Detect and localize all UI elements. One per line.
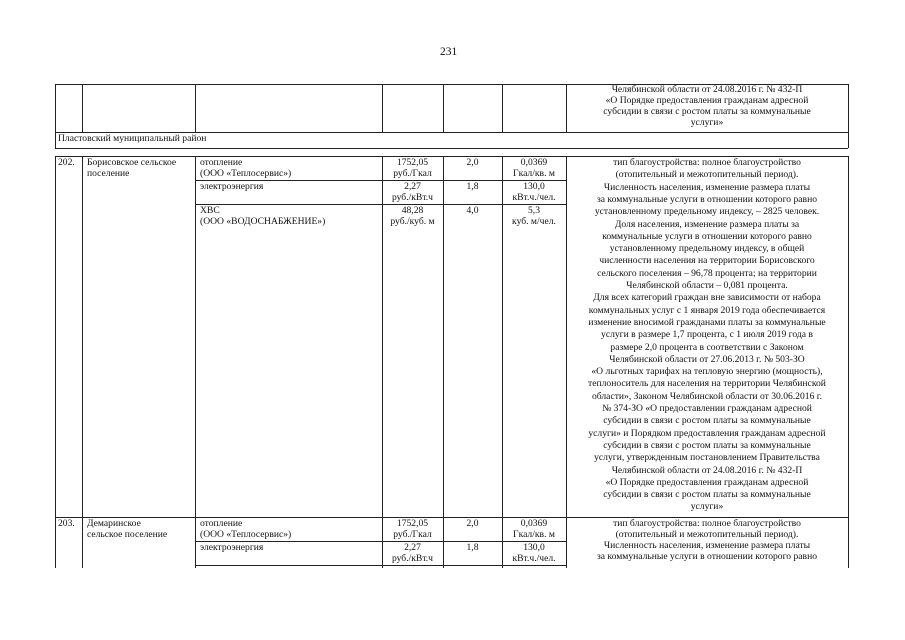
note-line: Доля населения, изменение размера платы за xyxy=(614,218,800,230)
note-line: коммунальных услуг с 1 января 2019 года обеспечивается xyxy=(588,304,826,316)
note-line: Челябинской области – 0,081 процента. xyxy=(626,280,788,291)
service-name: ХВС xyxy=(200,204,220,216)
service-name: отопление xyxy=(200,157,243,168)
consumption-norm: 130,0 xyxy=(523,541,545,553)
note-line: тип благоустройства: полное благоустройство xyxy=(613,157,801,168)
column-divider xyxy=(195,156,196,517)
consumption-norm: Гкал/кв. м xyxy=(513,167,555,179)
note-line: за коммунальные услуги в отношении которого равно xyxy=(596,550,818,562)
column-divider xyxy=(55,84,56,132)
tariff-value: 2,27 xyxy=(404,180,421,192)
district-name: Пластовский муниципальный район xyxy=(58,133,207,144)
note-line: Для всех категорий граждан вне зависимости от набора xyxy=(593,292,821,304)
tariff-value: руб./куб. м xyxy=(390,215,435,227)
column-divider xyxy=(82,84,83,132)
tariff-value: руб./кВт.ч xyxy=(391,552,434,564)
column-divider xyxy=(566,517,567,568)
tariff-value: 2,27 xyxy=(404,541,421,553)
index-percent: 1,8 xyxy=(466,180,479,192)
note-line: «О Порядке предоставления гражданам адресной xyxy=(605,476,809,488)
consumption-norm: 0,0369 xyxy=(520,157,548,168)
column-divider xyxy=(848,156,849,517)
note-line: «О льготных тарифах на тепловую энергию (мощность), xyxy=(591,366,823,378)
tariff-value: 1752,05 xyxy=(396,157,429,168)
settlement-name: поселение xyxy=(87,167,130,179)
note-line: изменение вносимой гражданами платы за коммунальные xyxy=(588,316,826,328)
tariff-value: руб./Гкал xyxy=(393,528,432,540)
service-name: (ООО «Теплосервис») xyxy=(200,167,292,179)
consumption-norm: 130,0 xyxy=(523,180,545,192)
index-percent: 2,0 xyxy=(466,518,479,529)
column-divider xyxy=(82,517,83,568)
note-line: сельского поселения – 96,78 процента; на территории xyxy=(597,267,817,279)
note-line: установленному предельному индексу, в общей xyxy=(609,243,805,255)
settlement-name: Демаринское xyxy=(87,518,141,529)
column-divider xyxy=(195,84,196,132)
column-divider xyxy=(566,156,567,517)
note-line: услуги, утвержденным постановлением Правительства xyxy=(594,452,820,464)
note-line: области», Законом Челябинской области от 30.06.2016 г. xyxy=(591,390,823,402)
column-divider xyxy=(848,84,849,132)
note-line: за коммунальные услуги в отношении которого равно xyxy=(596,193,818,205)
note-line: субсидии в связи с ростом платы за коммунальные xyxy=(603,489,811,501)
index-percent: 2,0 xyxy=(466,157,479,168)
service-name: отопление xyxy=(200,518,243,529)
service-name: электроэнергия xyxy=(200,180,264,192)
column-divider xyxy=(848,517,849,568)
note-line: Численность населения, изменение размера платы xyxy=(603,539,811,551)
note-line: коммунальные услуги в отношении которого равно xyxy=(602,230,812,242)
settlement-name: Борисовское сельское xyxy=(87,157,177,168)
column-divider xyxy=(55,517,56,568)
column-divider xyxy=(502,84,503,132)
note-line: (отопительный и межотопительный период). xyxy=(615,528,799,540)
note-line: услуги» xyxy=(690,116,724,128)
column-divider xyxy=(848,132,849,148)
note-line: Челябинской области от 24.08.2016 г. № 432-П xyxy=(611,84,803,95)
note-line: субсидии в связи с ростом платы за коммунальные xyxy=(603,439,811,451)
note-line: теплоноситель для населения на территории Челябинской xyxy=(588,378,826,390)
column-divider xyxy=(82,156,83,517)
column-divider xyxy=(382,84,383,132)
note-line: услуги в размере 1,7 процента, с 1 июля 2019 года в xyxy=(601,329,813,341)
note-line: Челябинской области от 27.06.2013 г. № 503-ЗО xyxy=(609,353,805,365)
note-line: установленному предельному индексу, – 2825 человек. xyxy=(594,206,820,218)
tariff-value: руб./кВт.ч xyxy=(391,191,434,203)
note-line: услуги» и Порядком предоставления гражданам адресной xyxy=(588,427,826,439)
row-number: 203. xyxy=(58,518,75,529)
note-line: услуги» xyxy=(690,501,724,513)
note-line: численности населения на территории Борисовского xyxy=(599,255,815,267)
note-line: № 374-ЗО «О предоставлении гражданам адресной xyxy=(602,403,812,414)
note-line: Численность населения, изменение размера платы xyxy=(603,181,811,193)
consumption-norm: Гкал/кв. м xyxy=(513,528,555,540)
column-divider xyxy=(195,517,196,568)
consumption-norm: 0,0369 xyxy=(520,518,548,529)
note-line: (отопительный и межотопительный период). xyxy=(615,169,799,181)
service-name: электроэнергия xyxy=(200,541,264,553)
settlement-name: сельское поселение xyxy=(87,528,168,540)
note-line: размере 2,0 процента в соответствии с Законом xyxy=(610,341,804,353)
service-divider xyxy=(195,565,566,566)
note-line: Челябинской области от 24.08.2016 г. № 432-П xyxy=(611,464,803,476)
table-rule xyxy=(55,148,848,149)
service-name: (ООО «ВОДОСНАБЖЕНИЕ») xyxy=(200,215,326,227)
service-divider xyxy=(195,204,566,205)
index-percent: 1,8 xyxy=(466,541,479,553)
consumption-norm: кВт.ч./чел. xyxy=(512,191,556,203)
note-line: субсидии в связи с ростом платы за коммунальные xyxy=(603,105,811,117)
row-number: 202. xyxy=(58,157,75,168)
note-line: «О Порядке предоставления гражданам адресной xyxy=(605,94,809,106)
consumption-norm: куб. м/чел. xyxy=(512,215,556,227)
column-divider xyxy=(55,156,56,517)
tariff-value: руб./Гкал xyxy=(393,167,432,179)
column-divider xyxy=(55,132,56,148)
tariff-value: 1752,05 xyxy=(396,518,429,529)
tariff-value: 48,28 xyxy=(401,204,424,216)
column-divider xyxy=(566,84,567,132)
service-name: (ООО «Теплосервис») xyxy=(200,528,292,540)
consumption-norm: 5,3 xyxy=(528,204,540,216)
page-number: 231 xyxy=(440,46,458,58)
index-percent: 4,0 xyxy=(466,204,479,216)
note-line: субсидии в связи с ростом платы за коммунальные xyxy=(603,415,811,427)
column-divider xyxy=(443,84,444,132)
note-line: тип благоустройства: полное благоустройство xyxy=(613,518,801,529)
consumption-norm: кВт.ч./чел. xyxy=(512,552,556,564)
